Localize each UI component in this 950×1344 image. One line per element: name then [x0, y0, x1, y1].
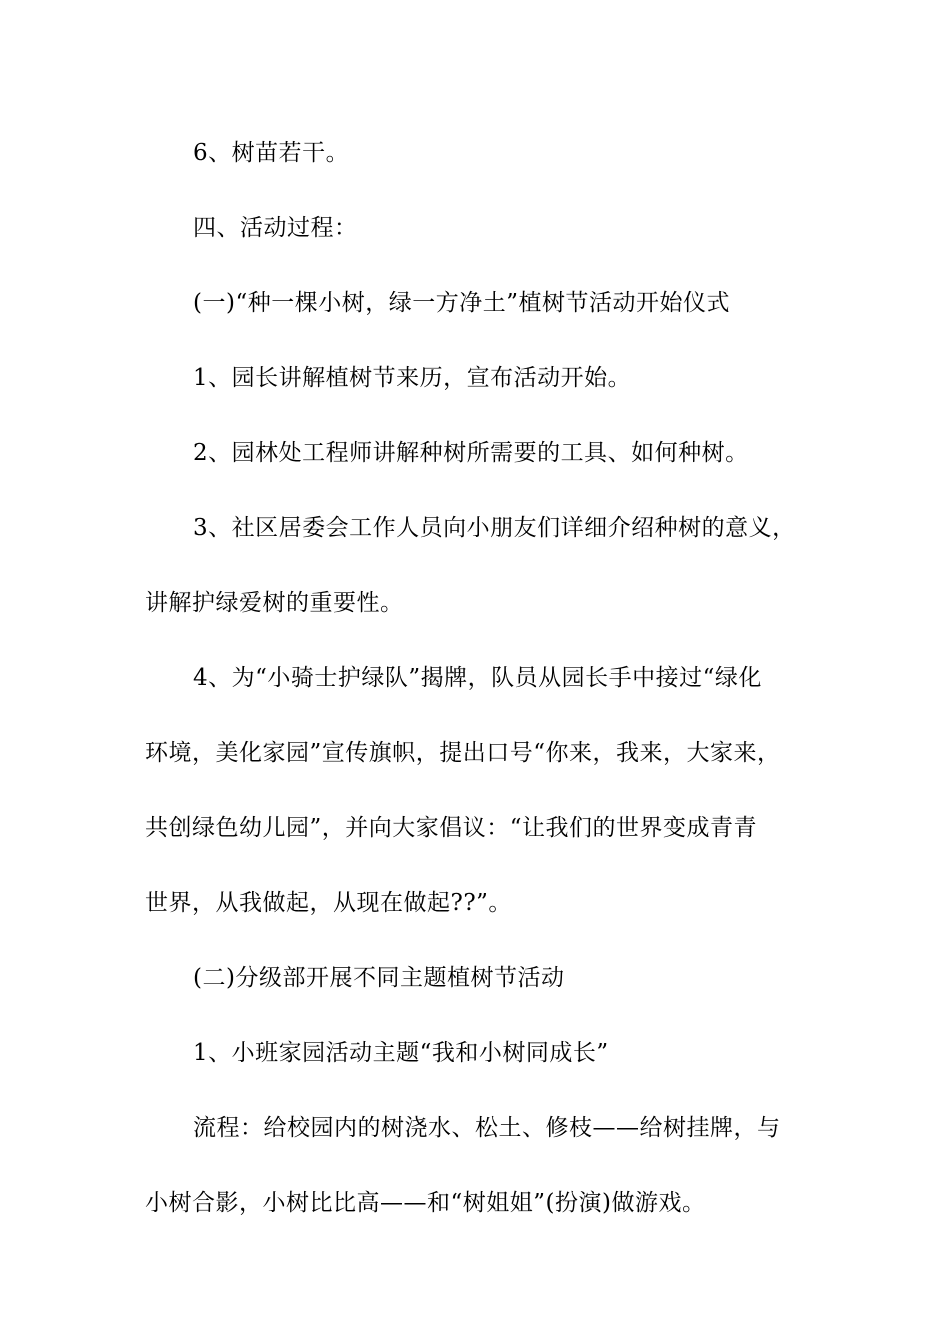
text-line-item-1: 1、园长讲解植树节来历，宣布活动开始。 [193, 365, 632, 391]
text-line-process: 流程：给校园内的树浇水、松土、修枝——给树挂牌，与 [193, 1115, 781, 1141]
subsection-heading-opening-ceremony: (一)“种一棵小树，绿一方净土”植树节活动开始仪式 [193, 290, 730, 316]
section-heading-activity-process: 四、活动过程： [193, 215, 358, 241]
text-line-item-3-cont: 讲解护绿爱树的重要性。 [145, 590, 404, 616]
text-line-item-4-cont-2: 共创绿色幼儿园”，并向大家倡议：“让我们的世界变成青青 [145, 815, 758, 841]
text-line-item-4-cont-1: 环境，美化家园”宣传旗帜，提出口号“你来，我来，大家来， [145, 740, 781, 766]
subsection-heading-grade-activities: (二)分级部开展不同主题植树节活动 [193, 965, 565, 991]
text-line-item-4: 4、为“小骑士护绿队”揭牌，队员从园长手中接过“绿化 [193, 665, 762, 691]
text-line-item-3: 3、社区居委会工作人员向小朋友们详细介绍种树的意义， [193, 515, 796, 541]
text-line-item-4-cont-3: 世界，从我做起，从现在做起??”。 [145, 890, 512, 916]
text-line-item-2: 2、园林处工程师讲解种树所需要的工具、如何种树。 [193, 440, 749, 466]
text-line-seedlings: 6、树苗若干。 [193, 140, 350, 166]
text-line-small-class-theme: 1、小班家园活动主题“我和小树同成长” [193, 1040, 609, 1066]
text-line-process-cont: 小树合影，小树比比高——和“树姐姐”(扮演)做游戏。 [145, 1190, 706, 1216]
